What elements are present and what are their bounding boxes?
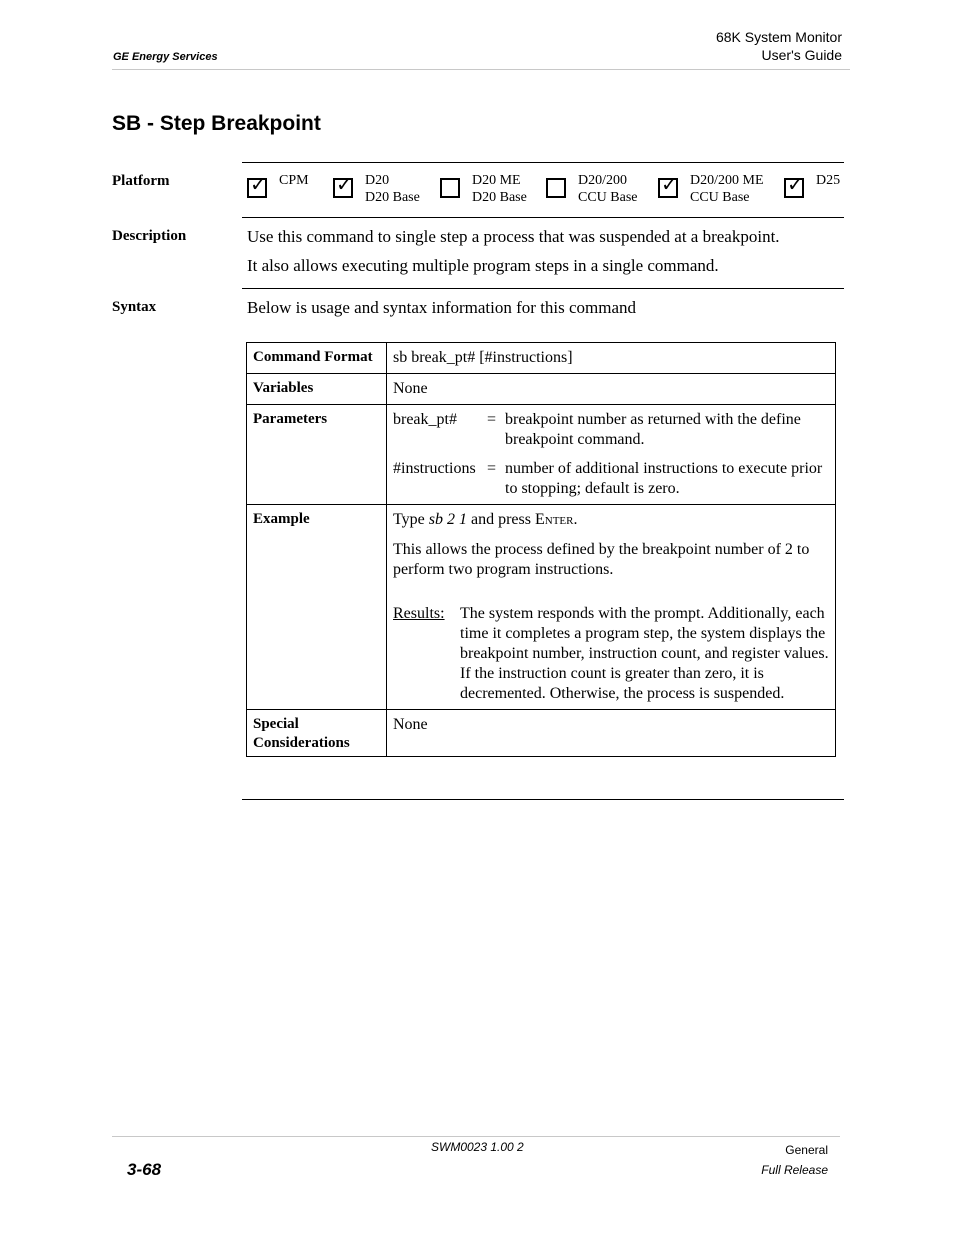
platform-item xyxy=(658,172,764,206)
parameter-name: #instructions xyxy=(393,460,476,477)
enter-key: Enter xyxy=(534,511,574,528)
platform-item-label: D20 ME D20 Base xyxy=(472,173,527,205)
table-row xyxy=(247,405,836,505)
section-divider xyxy=(242,217,844,218)
page-number: 3-68 xyxy=(127,1160,162,1179)
company-name: GE Energy Services xyxy=(113,51,218,63)
syntax-label: Syntax xyxy=(112,299,157,315)
description-line2: It also allows executing multiple program steps in a single command. xyxy=(247,256,719,275)
parameter-equals: = xyxy=(487,411,497,428)
special-considerations-value: None xyxy=(387,710,836,757)
footer-divider xyxy=(112,1136,840,1137)
footer-category: General xyxy=(785,1143,828,1157)
parameter-description: breakpoint number as returned with the define breakpoint command. xyxy=(505,411,801,448)
variables-label: Variables xyxy=(247,374,387,405)
example-command: sb 2 1 xyxy=(428,511,467,528)
table-row xyxy=(247,505,836,710)
parameter-equals: = xyxy=(487,460,497,477)
checkbox-checked-icon: ✓ xyxy=(784,178,804,198)
document-title-line1: 68K System Monitor xyxy=(715,29,842,45)
command-format-label: Command Format xyxy=(247,343,387,374)
section-divider xyxy=(242,162,844,163)
platform-item-label: D20 D20 Base xyxy=(365,173,420,205)
special-considerations-label: Special Considerations xyxy=(247,710,387,757)
platform-item xyxy=(546,172,638,206)
platform-item-label: CPM xyxy=(279,173,309,188)
checkbox-checked-icon: ✓ xyxy=(247,178,267,198)
parameters-label: Parameters xyxy=(247,405,387,505)
checkbox-unchecked-icon xyxy=(440,178,460,198)
command-format-value: sb break_pt# [#instructions] xyxy=(387,343,836,374)
example-label: Example xyxy=(247,505,387,710)
table-row xyxy=(247,710,836,757)
table-row xyxy=(247,343,836,374)
platform-label: Platform xyxy=(112,173,170,189)
platform-item xyxy=(333,172,420,206)
description-label: Description xyxy=(112,228,187,244)
checkbox-checked-icon: ✓ xyxy=(333,178,353,198)
table-row xyxy=(247,374,836,405)
parameter-item xyxy=(393,410,829,450)
checkbox-checked-icon: ✓ xyxy=(658,178,678,198)
results-label: Results: xyxy=(393,605,445,622)
platform-list xyxy=(247,172,844,212)
document-title xyxy=(716,28,842,64)
example-instruction: Type sb 2 1 and press Enter. xyxy=(393,511,578,528)
checkbox-unchecked-icon xyxy=(546,178,566,198)
page-title: SB - Step Breakpoint xyxy=(112,112,321,135)
parameter-name: break_pt# xyxy=(393,411,457,428)
platform-item xyxy=(440,172,527,206)
parameter-description: number of additional instructions to execute prior to stopping; default is zero. xyxy=(505,460,823,497)
syntax-intro: Below is usage and syntax information for this command xyxy=(247,298,637,317)
results-block xyxy=(393,604,829,704)
syntax-table xyxy=(246,342,836,757)
platform-item-label: D20/200 ME CCU Base xyxy=(690,173,764,205)
platform-item-label: D20/200 CCU Base xyxy=(578,173,638,205)
example-value xyxy=(387,505,836,710)
platform-item-label: D25 xyxy=(816,173,841,188)
variables-value: None xyxy=(387,374,836,405)
parameters-value xyxy=(387,405,836,505)
section-divider xyxy=(242,288,844,289)
document-number: SWM0023 1.00 2 xyxy=(431,1140,524,1154)
description-line1: Use this command to single step a process that was suspended at a breakpoint. xyxy=(247,227,780,246)
platform-item xyxy=(247,172,309,198)
parameter-item xyxy=(393,459,829,499)
header-divider xyxy=(112,69,850,70)
platform-item xyxy=(784,172,840,198)
results-text: The system responds with the prompt. Additionally, each time it completes a program step, the system displays the breakpoint number, instruction count, and register values. If the instruction count is greater than zero, it is decremented. Otherwise, the process is suspended. xyxy=(460,605,829,702)
document-title-line2: User's Guide xyxy=(761,47,842,63)
example-description: This allows the process defined by the breakpoint number of 2 to perform two program instructions. xyxy=(393,541,810,578)
footer-status xyxy=(761,1140,828,1180)
section-divider xyxy=(242,799,844,800)
footer-release: Full Release xyxy=(761,1163,828,1177)
